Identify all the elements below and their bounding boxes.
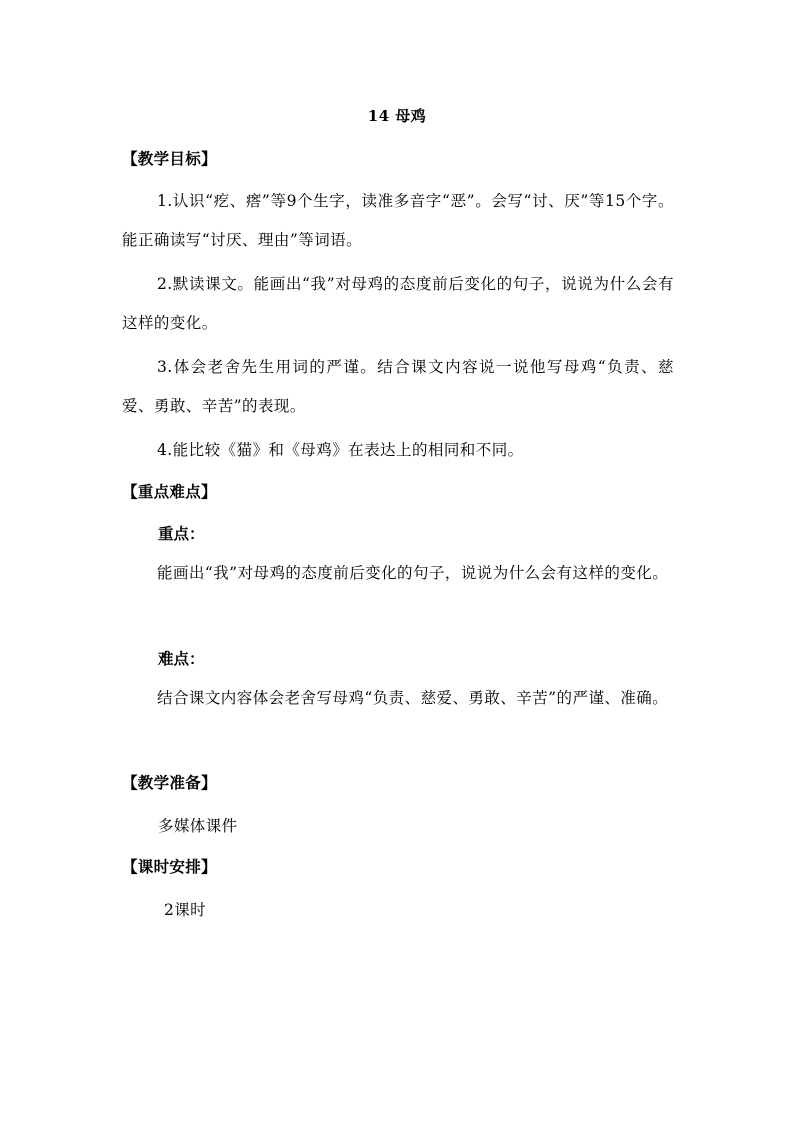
schedule-text: 2课时 [164,901,207,919]
preparation-text: 多媒体课件 [158,817,238,835]
section-heading-key-points: 【重点难点】 [122,482,217,501]
difficulty-label: 难点： [158,649,205,668]
goal-item-2: 2.默读课文。能画出“我”对母鸡的态度前后变化的句子，说说为什么会有这样的变化。 [122,275,674,332]
lesson-title: 14 母鸡 [367,107,427,125]
section-heading-schedule: 【课时安排】 [122,857,217,876]
section-heading-preparation: 【教学准备】 [122,773,217,792]
focus-label: 重点： [158,524,205,543]
goal-item-1: 1.认识“疙、瘩”等9个生字，读准多音字“恶”。会写“讨、厌”等15个字。能正确读写“讨厌、理由”等词语。 [122,192,674,249]
difficulty-text: 结合课文内容体会老舍写母鸡“负责、慈爱、勇敢、辛苦”的严谨、准确。 [157,689,669,707]
section-heading-goals: 【教学目标】 [122,149,217,168]
goal-item-3: 3.体会老舍先生用词的严谨。结合课文内容说一说他写母鸡“负责、慈爱、勇敢、辛苦”的表现。 [122,358,674,415]
goal-item-4: 4.能比较《猫》和《母鸡》在表达上的相同和不同。 [157,441,524,459]
focus-text: 能画出“我”对母鸡的态度前后变化的句子，说说为什么会有这样的变化。 [157,564,669,582]
